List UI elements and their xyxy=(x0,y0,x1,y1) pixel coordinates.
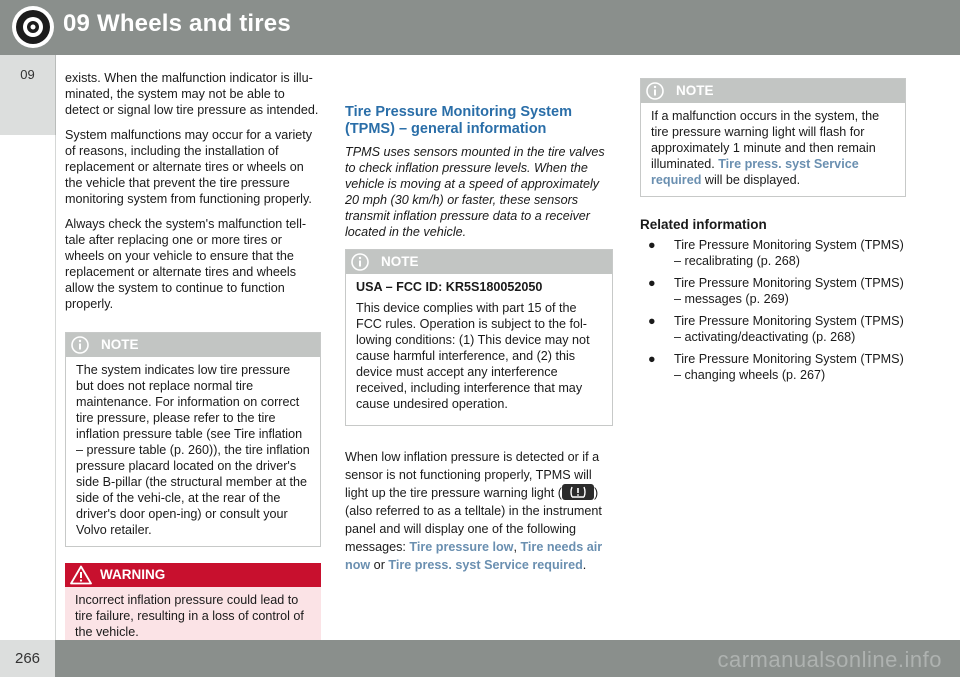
note-box xyxy=(345,249,613,426)
bullet-icon: ● xyxy=(648,238,656,252)
related-link-text: Tire Pressure Monitoring System (TPMS) – changing wheels (p. 267) xyxy=(674,352,904,382)
note-box xyxy=(640,78,906,197)
related-link[interactable] xyxy=(640,313,906,345)
divider xyxy=(55,135,56,640)
info-icon xyxy=(351,253,369,271)
text-run: will be displayed. xyxy=(701,173,801,187)
related-link[interactable] xyxy=(640,237,906,269)
warning-title: WARNING xyxy=(100,567,166,582)
chapter-tab-label: 09 xyxy=(20,67,35,82)
lead-paragraph: TPMS uses sensors mounted in the tire valves to check inflation pressure levels. When the vehicle is moving at a speed of approximately 20 mph (30 km/h) or faster, these sensors transmit inflation pressure data to a receiver located in the vehicle. xyxy=(345,145,605,239)
bullet-icon: ● xyxy=(648,314,656,328)
footer-bar xyxy=(0,640,960,677)
warning-body: Incorrect inflation pressure could lead to tire failure, resulting in a loss of control of the vehicle. xyxy=(65,587,321,652)
related-link-text: Tire Pressure Monitoring System (TPMS) – messages (p. 269) xyxy=(674,276,904,306)
page-number-box xyxy=(0,640,55,677)
note-header xyxy=(641,79,905,103)
text-run: When low inflation pressure is detected or if a sensor is not functioning properly, TPMS will light up the tire pressure warning light ( xyxy=(345,450,600,500)
note-body xyxy=(641,103,905,196)
related-link-text: Tire Pressure Monitoring System (TPMS) – recalibrating (p. 268) xyxy=(674,238,904,268)
related-link[interactable] xyxy=(640,275,906,307)
bullet-icon: ● xyxy=(648,276,656,290)
warning-header xyxy=(65,563,321,587)
column-3 xyxy=(640,78,906,389)
note-title: NOTE xyxy=(676,83,714,98)
text-run: If a malfunction occurs in the system, the tire pressure warning light will flash for approximately 1 minute and then remain illuminated. xyxy=(651,109,880,171)
note-title: NOTE xyxy=(101,337,139,352)
paragraph: Always check the system's malfunction tell-tale after replacing one or more tires or wheels on your vehicle to ensure that the replacement or alternate tires and wheels allow the system to continue to function properly. xyxy=(65,217,307,311)
header-bar xyxy=(0,0,960,55)
paragraph: exists. When the malfunction indicator is illu-minated, the system may not be able to detect or signal low tire pressure as intended. xyxy=(65,71,319,117)
bullet-icon: ● xyxy=(648,352,656,366)
note-header xyxy=(346,250,612,274)
tire-pressure-warning-icon xyxy=(562,484,594,500)
paragraph: System malfunctions may occur for a variety of reasons, including the installation of replacement or alternate tires or wheels on the vehicle that prevent the tire pressure monitoring system from functioning properly. xyxy=(65,128,313,206)
info-icon xyxy=(646,82,664,100)
column-2 xyxy=(345,104,613,583)
note-body xyxy=(346,274,612,425)
tire-icon xyxy=(10,4,56,50)
note-body: The system indicates low tire pressure but does not replace normal tire maintenance. For information on correct tire pressure, please refer to the tire inflation pressure table (see Tire inflation – pressure table (p. 260)), the tire inflation pressure placard located on the driver's side B-pillar (the structural member at the side of the vehi-cle, at the rear of the driver's door open-ing) or consult your Volvo retailer. xyxy=(76,363,310,537)
note-title: NOTE xyxy=(381,254,419,269)
text-run: ) (also referred to as a telltale) in the instrument panel and will display one of the following messages: xyxy=(345,486,602,554)
note-header xyxy=(66,333,320,357)
watermark: carmanualsonline.info xyxy=(717,647,942,672)
message-service-required: Tire press. syst Service required xyxy=(651,157,859,187)
column-1 xyxy=(65,70,321,652)
chapter-title: 09 Wheels and tires xyxy=(63,10,291,37)
related-link[interactable] xyxy=(640,351,906,383)
text-run: , xyxy=(513,540,521,554)
telltale-paragraph xyxy=(345,448,613,574)
note-box xyxy=(65,332,321,547)
text-run: or xyxy=(370,558,389,572)
related-link-text: Tire Pressure Monitoring System (TPMS) – activating/deactivating (p. 268) xyxy=(674,314,904,344)
fcc-id: USA – FCC ID: KR5S180052050 xyxy=(356,280,543,294)
message-tire-needs-air: Tire needs air now xyxy=(345,540,603,572)
note-text: This device complies with part 15 of the FCC rules. Operation is subject to the fol-lowing conditions: (1) This device may not cause harmful interference, and (2) this device must accept any interference received, including interference that may cause undesired operation. xyxy=(356,301,590,411)
chapter-tab xyxy=(0,55,56,135)
text-run: . xyxy=(582,558,587,572)
message-tire-pressure-low: Tire pressure low xyxy=(409,540,514,554)
related-heading: Related information xyxy=(640,217,767,232)
info-icon xyxy=(71,336,89,354)
warning-box xyxy=(65,563,321,652)
message-service-required: Tire press. syst Service required xyxy=(388,558,583,572)
page-number: 266 xyxy=(14,650,41,667)
section-heading: Tire Pressure Monitoring System (TPMS) – general information xyxy=(345,104,572,137)
related-list xyxy=(640,237,906,383)
warning-triangle-icon xyxy=(70,565,92,585)
